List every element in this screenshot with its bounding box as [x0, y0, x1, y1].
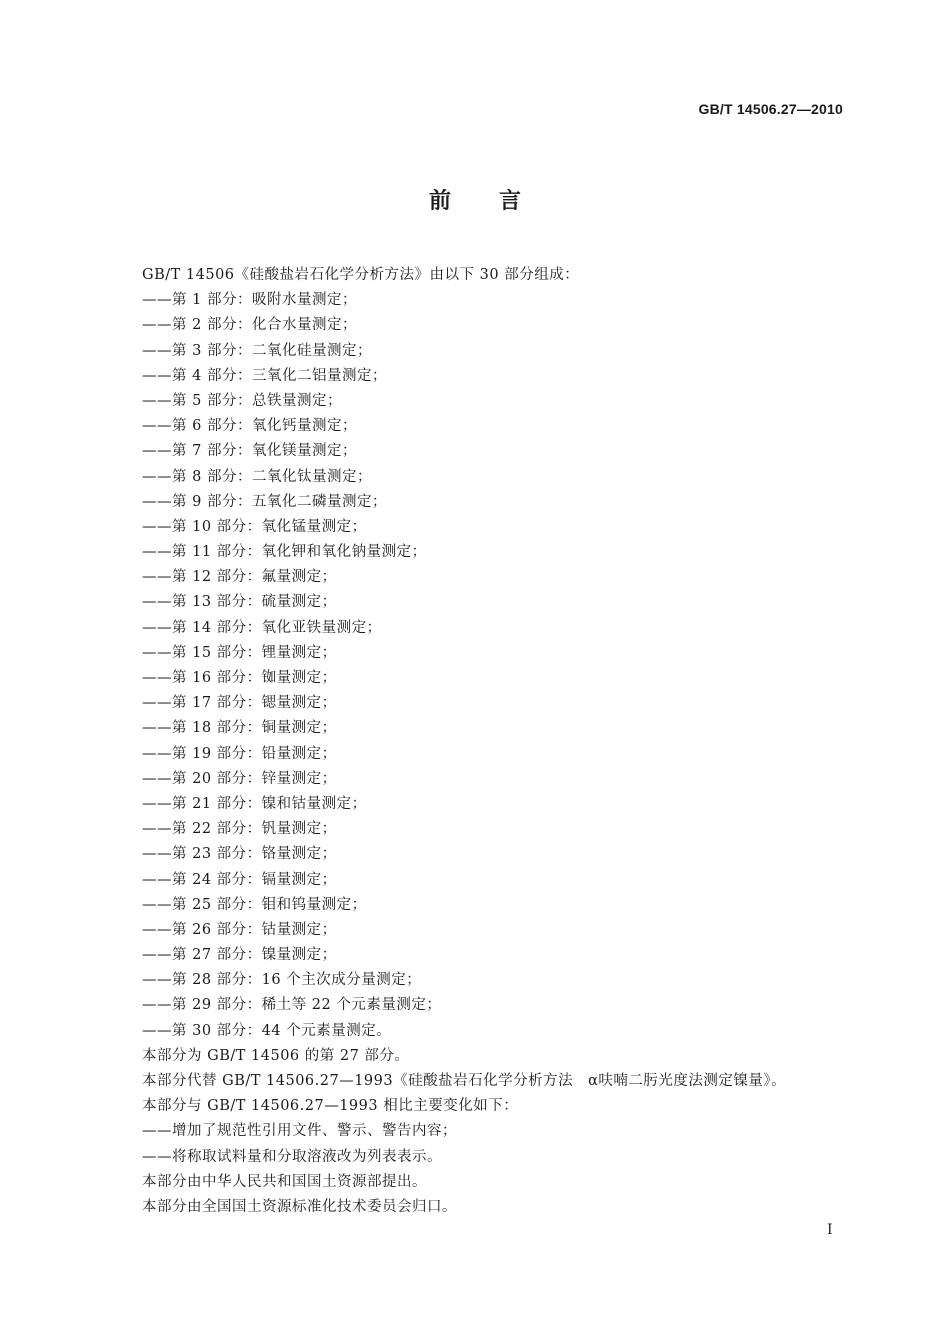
page-number: I — [827, 1222, 833, 1238]
text-line: ——第 2 部分：化合水量测定； — [142, 317, 357, 334]
text-line: ——第 4 部分：三氧化二铝量测定； — [142, 367, 387, 384]
text-line: ——第 10 部分：氧化锰量测定； — [142, 518, 367, 535]
text-line: ——第 18 部分：铜量测定； — [142, 720, 337, 737]
text-line: ——第 13 部分：硫量测定； — [142, 594, 337, 611]
text-line: ——第 3 部分：二氧化硅量测定； — [142, 342, 372, 359]
text-line: ——第 1 部分：吸附水量测定； — [142, 292, 357, 309]
text-line: ——第 24 部分：镉量测定； — [142, 871, 337, 888]
page-title: 前言 — [428, 188, 569, 214]
text-line: 本部分由中华人民共和国国土资源部提出。 — [142, 1173, 427, 1190]
text-line: ——第 29 部分：稀土等 22 个元素量测定； — [142, 997, 442, 1014]
text-line: ——第 27 部分：镍量测定； — [142, 947, 337, 964]
text-line: ——第 28 部分：16 个主次成分量测定； — [142, 972, 422, 989]
text-line: ——第 17 部分：锶量测定； — [142, 695, 337, 712]
text-line: GB/T 14506《硅酸盐岩石化学分析方法》由以下 30 部分组成： — [142, 267, 580, 283]
foreword-body — [142, 263, 862, 1220]
text-line: ——第 5 部分：总铁量测定； — [142, 392, 342, 409]
text-line: 本部分由全国国土资源标准化技术委员会归口。 — [142, 1198, 457, 1215]
text-line: ——第 6 部分：氧化钙量测定； — [142, 418, 357, 435]
text-line: ——第 20 部分：锌量测定； — [142, 770, 337, 787]
text-line: ——第 8 部分：二氧化钛量测定； — [142, 468, 372, 485]
text-line: ——第 23 部分：铬量测定； — [142, 846, 337, 863]
text-line: 本部分代替 GB/T 14506.27—1993《硅酸盐岩石化学分析方法 α呋喃二肟光度法测定镍量》。 — [142, 1073, 787, 1089]
text-line: ——第 30 部分：44 个元素量测定。 — [142, 1022, 392, 1039]
text-line: ——第 25 部分：钼和钨量测定； — [142, 896, 367, 913]
text-line: ——第 16 部分：铷量测定； — [142, 670, 337, 686]
text-line: ——第 15 部分：锂量测定； — [142, 644, 337, 661]
text-line: ——第 22 部分：钒量测定； — [142, 821, 337, 838]
text-line: ——第 21 部分：镍和钴量测定； — [142, 795, 367, 812]
text-line: ——第 14 部分：氧化亚铁量测定； — [142, 619, 382, 636]
text-line: 本部分为 GB/T 14506 的第 27 部分。 — [142, 1047, 410, 1064]
text-line: ——第 19 部分：铅量测定； — [142, 745, 337, 762]
text-line: ——第 26 部分：钴量测定； — [142, 921, 337, 938]
text-line: ——将称取试料量和分取溶液改为列表表示。 — [142, 1148, 442, 1165]
text-line: ——第 7 部分：氧化镁量测定； — [142, 443, 357, 460]
text-line: ——第 11 部分：氧化钾和氧化钠量测定； — [142, 544, 427, 561]
text-line: ——第 9 部分：五氧化二磷量测定； — [142, 493, 387, 510]
text-line: 本部分与 GB/T 14506.27—1993 相比主要变化如下： — [142, 1098, 519, 1115]
text-line: ——增加了规范性引用文件、警示、警告内容； — [142, 1123, 457, 1140]
text-line: ——第 12 部分：氟量测定； — [142, 569, 337, 586]
standard-number: GB/T 14506.27—2010 — [698, 101, 843, 117]
